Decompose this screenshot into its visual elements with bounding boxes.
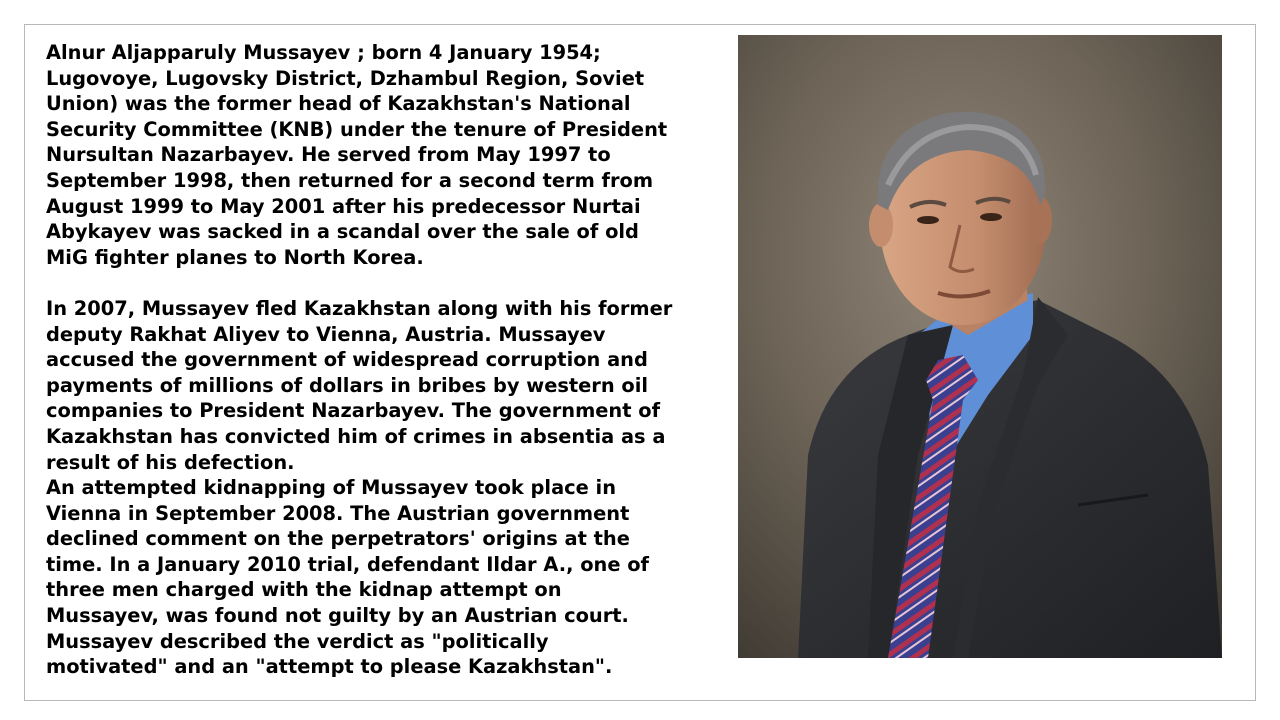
person-portrait-icon bbox=[738, 35, 1222, 658]
paragraph-kidnapping: An attempted kidnapping of Mussayev took place in Vienna in September 2008. The Austrian government declined comment on the perpetrators' origins at the time. In a January 2010 trial, defendant Ildar A., one of three men charged with the kidnap attempt on Mussayev, was found not guilty by an Austrian court. Mussayev described the verdict as "politically motivated" and an "attempt to please Kazakhstan". bbox=[46, 476, 649, 679]
paragraph-spacer bbox=[46, 270, 736, 296]
paragraph-exile: In 2007, Mussayev fled Kazakhstan along with his former deputy Rakhat Aliyev to Vienna, Austria. Mussayev accused the government of widespread corruption and payments of millions of dollars in bribes by western oil companies to President Nazarbayev. The government of Kazakhstan has convicted him of crimes in absentia as a result of his defection. bbox=[46, 296, 673, 474]
portrait-photo bbox=[738, 35, 1222, 658]
biography-text bbox=[46, 40, 736, 680]
paragraph-early-career: Alnur Aljapparuly Mussayev ; born 4 January 1954; Lugovoye, Lugovsky District, Dzhambul Region, Soviet Union) was the former head of Kazakhstan's National Security Committee (KNB) under the tenure of President Nursultan Nazarbayev. He served from May 1997 to September 1998, then returned for a second term from August 1999 to May 2001 after his predecessor Nurtai Abykayev was sacked in a scandal over the sale of old MiG fighter planes to North Korea. bbox=[46, 41, 668, 269]
slide bbox=[24, 24, 1256, 701]
